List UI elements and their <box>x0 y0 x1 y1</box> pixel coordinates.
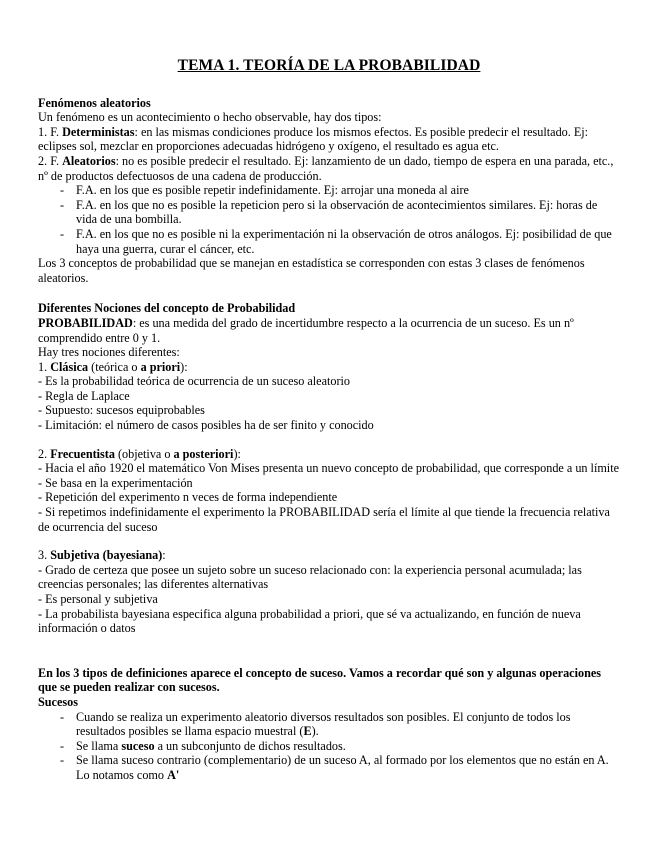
subheading-clasica: 1. Clásica (teórica o a priori): <box>38 359 188 374</box>
bullet-list <box>38 710 620 783</box>
list-item: - F.A. en los que no es posible ni la experimentación ni la observación de otros análogos. Ej: posibilidad de que haya una guerra, curar el cáncer, etc. <box>60 226 612 256</box>
list-line: - Repetición del experimento n veces de forma independiente <box>38 490 338 505</box>
list-line: - La probabilista bayesiana especifica alguna probabilidad a priori, que sé va actualizando, en función de nueva información o datos <box>38 606 581 636</box>
subheading-frecuentista: 2. Frecuentista (objetiva o a posteriori): <box>38 446 241 461</box>
section-heading: Diferentes Nociones del concepto de Probabilidad <box>38 301 296 316</box>
list-line: - Es la probabilidad teórica de ocurrencia de un suceso aleatorio <box>38 374 351 389</box>
list-line: - Supuesto: sucesos equiprobables <box>38 403 205 418</box>
list-line: - Grado de certeza que posee un sujeto sobre un suceso relacionado con: la experiencia personal acumulada; las creencias personales; las diferentes alternativas <box>38 562 582 592</box>
page-title: TEMA 1. TEORÍA DE LA PROBABILIDAD <box>177 57 481 74</box>
list-item: - F.A. en los que es posible repetir indefinidamente. Ej: arrojar una moneda al aire <box>60 183 469 198</box>
list-line: - Regla de Laplace <box>38 388 130 403</box>
section-heading: En los 3 tipos de definiciones aparece el concepto de suceso. Vamos a recordar qué son y algunas operaciones que se pueden realizar con sucesos. <box>38 665 602 695</box>
list-line: - Limitación: el número de casos posibles ha de ser finito y conocido <box>38 418 374 433</box>
paragraph: Los 3 conceptos de probabilidad que se manejan en estadística se corresponden con estas 3 clases de fenómenos aleatorios. <box>38 256 585 285</box>
section-fenomenos <box>38 96 620 286</box>
paragraph: 1. F. Deterministas: en las mismas condiciones produce los mismos efectos. Es posible predecir el resultado. Ej: eclipses sol, mezclar en proporciones adecuadas hidrógeno y oxígeno, el resultado es agua etc. <box>38 124 589 154</box>
list-line: - Es personal y subjetiva <box>38 592 158 606</box>
document-page <box>38 59 620 783</box>
section-heading: Fenómenos aleatorios <box>38 95 151 110</box>
paragraph: PROBABILIDAD: es una medida del grado de incertidumbre respecto a la ocurrencia de un suceso. Es un nº comprendido entre 0 y 1. <box>38 315 574 345</box>
subheading-subjetiva: 3. Subjetiva (bayesiana): <box>38 548 166 563</box>
list-item: - Se llama suceso contrario (complementario) de un suceso A, al formado por los elementos que no están en A. Lo notamos como A' <box>60 753 609 782</box>
section-sucesos <box>38 666 620 783</box>
list-line: - Se basa en la experimentación <box>38 475 193 490</box>
list-item: - Se llama suceso a un subconjunto de dichos resultados. <box>60 738 346 753</box>
paragraph: Hay tres nociones diferentes: <box>38 345 180 360</box>
list-item: - F.A. en los que no es posible la repeticion pero si la observación de acontecimientos similares. Ej: horas de vida de una bombilla. <box>60 197 598 227</box>
paragraph: 2. F. Aleatorios: no es posible predecir el resultado. Ej: lanzamiento de un dado, tiempo de espera en una parada, etc., nº de productos defectuosos de una cadena de producción. <box>38 153 614 183</box>
subheading-sucesos: Sucesos <box>38 694 78 709</box>
section-nociones <box>38 301 620 635</box>
paragraph: Un fenómeno es un acontecimiento o hecho observable, hay dos tipos: <box>38 110 382 125</box>
list-item: - Cuando se realiza un experimento aleatorio diversos resultados son posibles. El conjunto de todos los resultados posibles se llama espacio muestral (E). <box>60 709 571 739</box>
list-line: - Si repetimos indefinidamente el experimento la PROBABILIDAD sería el límite al que tiende la frecuencia relativa de ocurrencia del suceso <box>38 505 610 534</box>
list-line: - Hacia el año 1920 el matemático Von Mises presenta un nuevo concepto de probabilidad, que corresponde a un límite <box>38 461 619 476</box>
bullet-list <box>38 183 620 256</box>
